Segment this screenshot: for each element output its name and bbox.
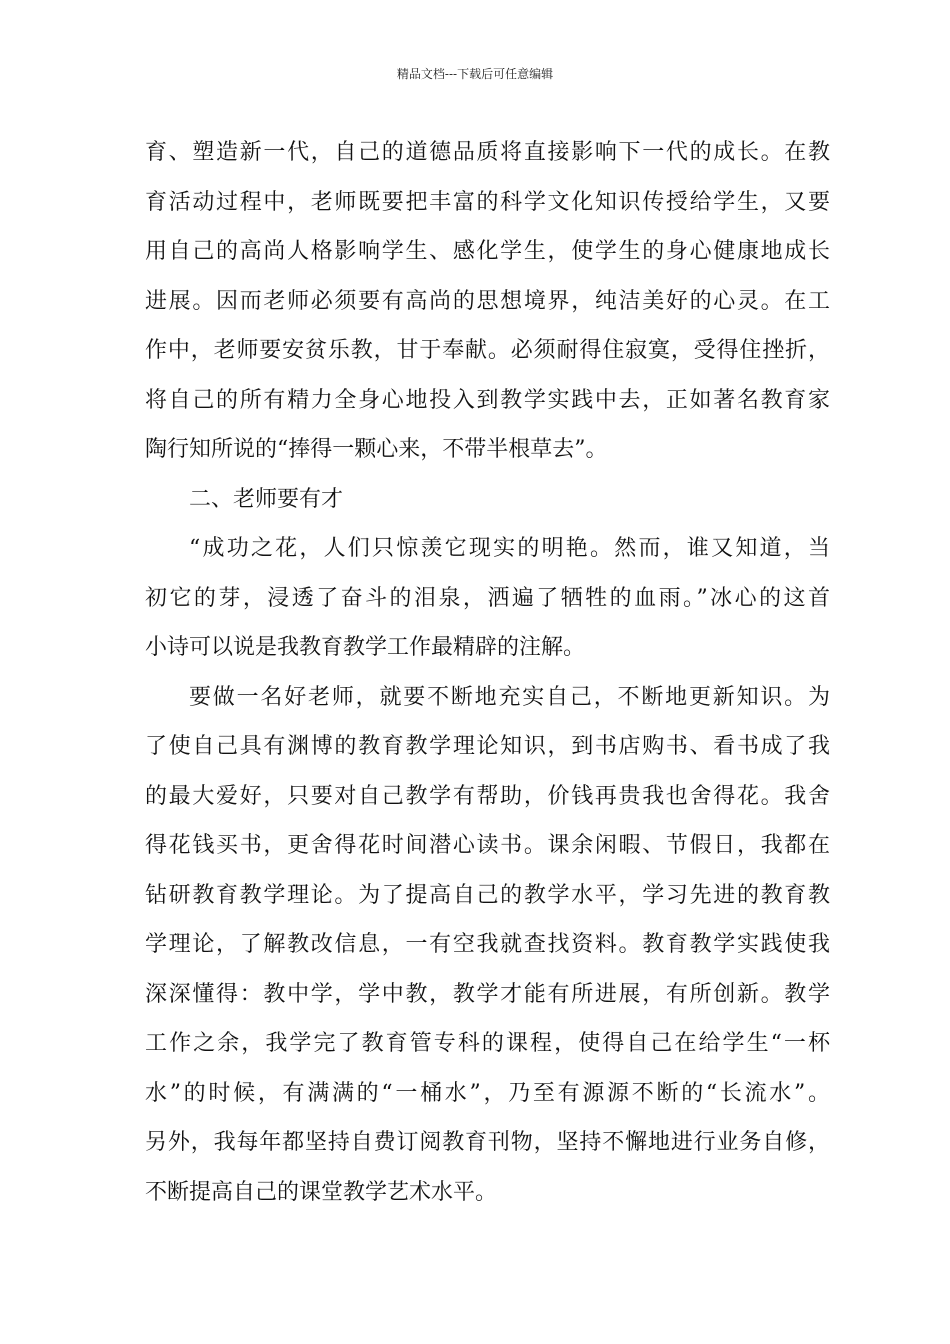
text-line: 学理论，了解教改信息，一有空我就查找资料。教育教学实践使我 bbox=[145, 932, 830, 957]
text-line: “成功之花，人们只惊羡它现实的明艳。然而，谁又知道，当 bbox=[189, 536, 830, 561]
text-line: 将自己的所有精力全身心地投入到教学实践中去，正如著名教育家 bbox=[145, 387, 830, 413]
text-line: 另外，我每年都坚持自费订阅教育刊物，坚持不懈地进行业务自修， bbox=[145, 1130, 830, 1155]
paragraph-moral-quality bbox=[145, 128, 830, 475]
text-line: 初它的芽，浸透了奋斗的泪泉，洒遍了牺牲的血雨。”冰心的这首 bbox=[145, 585, 830, 611]
text-line: 要做一名好老师，就要不断地充实自己，不断地更新知识。为 bbox=[189, 684, 830, 710]
text-line: 陶行知所说的“捧得一颗心来，不带半根草去”。 bbox=[145, 437, 608, 462]
text-line: 育活动过程中，老师既要把丰富的科学文化知识传授给学生，又要 bbox=[145, 189, 830, 215]
section-heading: 二、老师要有才 bbox=[189, 486, 344, 512]
text-line: 进展。因而老师必须要有高尚的思想境界，纯洁美好的心灵。在工 bbox=[145, 288, 830, 314]
page-header: 精品文档---下载后可任意编辑 bbox=[396, 67, 554, 81]
paragraph-quote bbox=[145, 524, 830, 673]
paragraph-self-improvement bbox=[145, 673, 830, 1218]
text-line: 不断提高自己的课堂教学艺术水平。 bbox=[145, 1179, 498, 1205]
document-body bbox=[145, 128, 830, 1217]
text-line: 用自己的高尚人格影响学生、感化学生，使学生的身心健康地成长 bbox=[145, 239, 830, 264]
text-line: 的最大爱好，只要对自己教学有帮助，价钱再贵我也舍得花。我舍 bbox=[145, 783, 830, 809]
text-line: 小诗可以说是我教育教学工作最精辟的注解。 bbox=[145, 635, 586, 660]
text-line: 了使自己具有渊博的教育教学理论知识，到书店购书、看书成了我 bbox=[145, 734, 830, 759]
text-line: 深深懂得：教中学，学中教，教学才能有所进展，有所创新。教学 bbox=[145, 981, 830, 1007]
text-line: 工作之余，我学完了教育管专科的课程，使得自己在给学生“一杯 bbox=[145, 1031, 830, 1056]
text-line: 钻研教育教学理论。为了提高自己的教学水平，学习先进的教育教 bbox=[145, 882, 830, 908]
text-line: 育、塑造新一代，自己的道德品质将直接影响下一代的成长。在教 bbox=[145, 140, 830, 165]
text-line: 得花钱买书，更舍得花时间潜心读书。课余闲暇、节假日，我都在 bbox=[145, 833, 830, 858]
text-line: 作中，老师要安贫乐教，甘于奉献。必须耐得住寂寞，受得住挫折， bbox=[145, 338, 830, 363]
text-line: 水”的时候，有满满的“一桶水”，乃至有源源不断的“长流水”。 bbox=[145, 1080, 830, 1106]
